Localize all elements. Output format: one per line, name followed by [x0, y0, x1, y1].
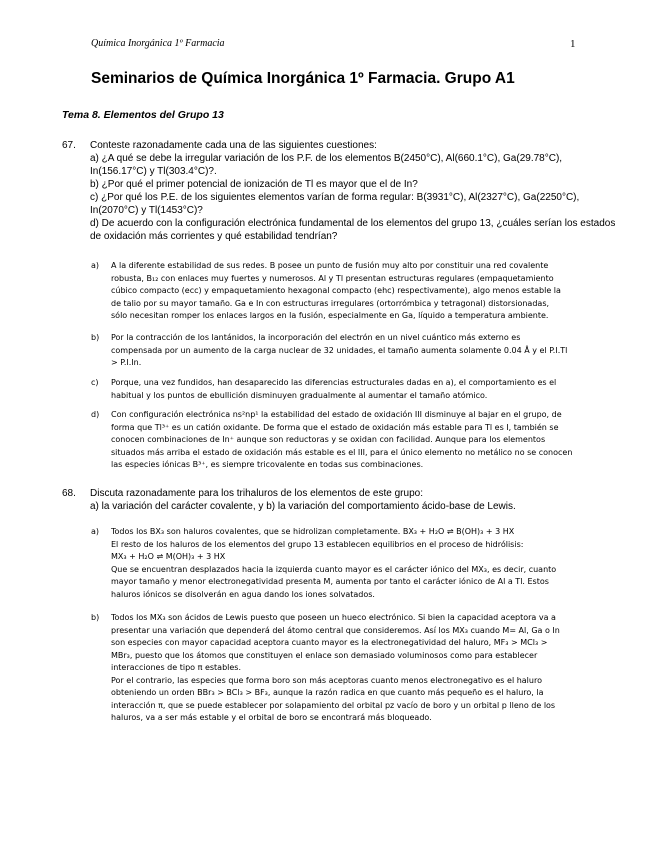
- answer-line: son especies con mayor capacidad aceptora cuanto mayor es la electronegatividad del haluro, MF₃ > MCl₃ >: [111, 638, 548, 647]
- answer-68b: [91, 612, 623, 725]
- answer-label: d): [91, 410, 100, 419]
- answer-line: > P.I.In.: [111, 358, 142, 367]
- question-line: In(156.17°C) y Tl(303.4°C)?.: [90, 166, 217, 177]
- question-line: a) la variación del carácter covalente, y b) la variación del comportamiento ácido-base de Lewis.: [90, 501, 516, 512]
- answer-line: Todos los BX₃ son haluros covalentes, que se hidrolizan completamente. BX₃ + H₂O ⇌ B(OH)₃ + 3 HX: [111, 527, 515, 536]
- question-line: b) ¿Por qué el primer potencial de ionización de Tl es mayor que el de In?: [90, 179, 418, 190]
- answer-line: presentar una variación que dependerá del átomo central que consideremos. Así los MX₃ cuando M= Al, Ga o In: [111, 625, 560, 635]
- answer-line: MX₃ + H₂O ⇌ M(OH)₃ + 3 HX: [111, 552, 226, 561]
- answer-line: las especies iónicas B³⁺, es siempre tricovalente en todas sus combinaciones.: [111, 460, 424, 469]
- answer-line: situados más arriba el estado de oxidación más estable es el III, para el único elemento no metálico no se conocen: [111, 447, 573, 457]
- answer-line: haluros, va a ser más estable y el orbital de boro se encontrará más bloqueado.: [111, 713, 432, 722]
- answer-line: interacción π, que se puede establecer por solapamiento del orbital pz vacío de boro y un orbital p lleno de los: [111, 700, 556, 710]
- question-number: 67.: [62, 140, 76, 151]
- answer-line: robusta, B₁₂ con enlaces muy fuertes y numerosos. Al y Tl presentan estructuras regulares (empaquetamiento: [111, 273, 554, 283]
- question-line: de oxidación más corrientes y qué estabilidad tendrían?: [90, 231, 338, 242]
- answer-line: mayor tamaño y menor electronegatividad presenta M, aumenta por tanto el carácter iónico de Al a Tl. Estos: [111, 577, 549, 586]
- answer-label: b): [91, 613, 100, 622]
- answer-line: MBr₃, puesto que los átomos que constituyen el enlace son demasiado voluminosos como para establecer: [111, 650, 538, 660]
- answer-68a: [91, 526, 623, 601]
- answer-line: sólo necesitan romper los enlaces largos en la fusión, especialmente en Ga, líquido a temperatura ambiente.: [111, 311, 549, 320]
- answer-67b: [91, 332, 623, 370]
- running-header: Química Inorgánica 1º Farmacia: [91, 38, 225, 49]
- question-line: Conteste razonadamente cada una de las siguientes cuestiones:: [90, 140, 377, 151]
- answer-label: c): [91, 378, 99, 387]
- question-67: [62, 139, 632, 243]
- answer-line: Porque, una vez fundidos, han desaparecido las diferencias estructurales dadas en a), el comportamiento es el: [111, 378, 557, 387]
- answer-label: a): [91, 261, 100, 270]
- section-heading: Tema 8. Elementos del Grupo 13: [62, 109, 224, 121]
- answer-line: Por el contrario, las especies que forma boro son más aceptoras cuanto menos electronegativo es el haluro: [111, 675, 542, 685]
- answer-label: a): [91, 527, 100, 536]
- question-line: a) ¿A qué se debe la irregular variación de los P.F. de los elementos B(2450°C), Al(660.1°C), Ga(29.78°C),: [90, 153, 563, 164]
- answer-line: habitual y los puntos de ebullición disminuyen gradualmente al aumentar el tamaño atómico.: [111, 390, 488, 400]
- page-title: Seminarios de Química Inorgánica 1º Farmacia. Grupo A1: [91, 70, 515, 87]
- answer-67d: [91, 409, 623, 472]
- answer-line: interacciones de tipo π estables.: [111, 663, 241, 672]
- answer-line: forma que Tl³⁺ es un catión oxidante. De forma que el estado de oxidación más estable para Tl es I, también se: [111, 422, 559, 432]
- answer-line: Todos los MX₃ son ácidos de Lewis puesto que poseen un hueco electrónico. Si bien la capacidad aceptora va a: [111, 613, 556, 622]
- page-number: 1: [570, 38, 576, 50]
- question-line: In(2070°C) y Tl(1453°C)?: [90, 205, 203, 216]
- question-line: d) De acuerdo con la configuración electrónica fundamental de los elementos del grupo 13, ¿cuáles serían los estados: [90, 218, 616, 229]
- answer-line: Con configuración electrónica ns²np¹ la estabilidad del estado de oxidación III disminuye al bajar en el grupo, de: [111, 410, 562, 419]
- question-line: c) ¿Por qué los P.E. de los siguientes elementos varían de forma regular: B(3931°C), Al(2327°C), Ga(2250°C),: [90, 192, 580, 203]
- answer-line: A la diferente estabilidad de sus redes. B posee un punto de fusión muy alto por constituir una red covalente: [111, 261, 549, 270]
- answer-line: obteniendo un orden BBr₃ > BCl₃ > BF₃, aunque la razón radica en que cuanto más pequeño es el haluro, la: [111, 688, 544, 697]
- answer-line: Que se encuentran desplazados hacia la izquierda cuanto mayor es el carácter iónico del MX₃, es decir, cuanto: [111, 564, 557, 574]
- answer-line: El resto de los haluros de los elementos del grupo 13 establecen equilibrios en el proceso de hidrólisis:: [111, 539, 524, 549]
- question-68: [62, 487, 632, 513]
- answer-line: haluros iónicos se disolverán en agua dando los iones solvatados.: [111, 589, 375, 599]
- answer-line: compensada por un aumento de la carga nuclear de 32 unidades, el tamaño aumenta solamente 0.04 Å y el P.I.Tl: [111, 345, 568, 355]
- answer-line: Por la contracción de los lantánidos, la incorporación del electrón en un nivel cuántico más externo es: [111, 333, 521, 342]
- answer-line: de talio por su mayor tamaño. Ga e In con estructuras irregulares (ortorrómbica y tetragonal) distorsionadas,: [111, 298, 550, 308]
- answer-line: cúbico compacto (ecc) y empaquetamiento hexagonal compacto (ehc) respectivamente), algo menos estable la: [111, 286, 561, 295]
- answer-label: b): [91, 333, 100, 342]
- answer-67a: [91, 260, 623, 323]
- question-number: 68.: [62, 488, 76, 499]
- answer-67c: [91, 377, 623, 402]
- answer-line: conocen combinaciones de In⁺ aunque son reductoras y se oxidan con facilidad. Aunque para los elementos: [111, 435, 546, 444]
- question-line: Discuta razonadamente para los trihaluros de los elementos de este grupo:: [90, 488, 423, 499]
